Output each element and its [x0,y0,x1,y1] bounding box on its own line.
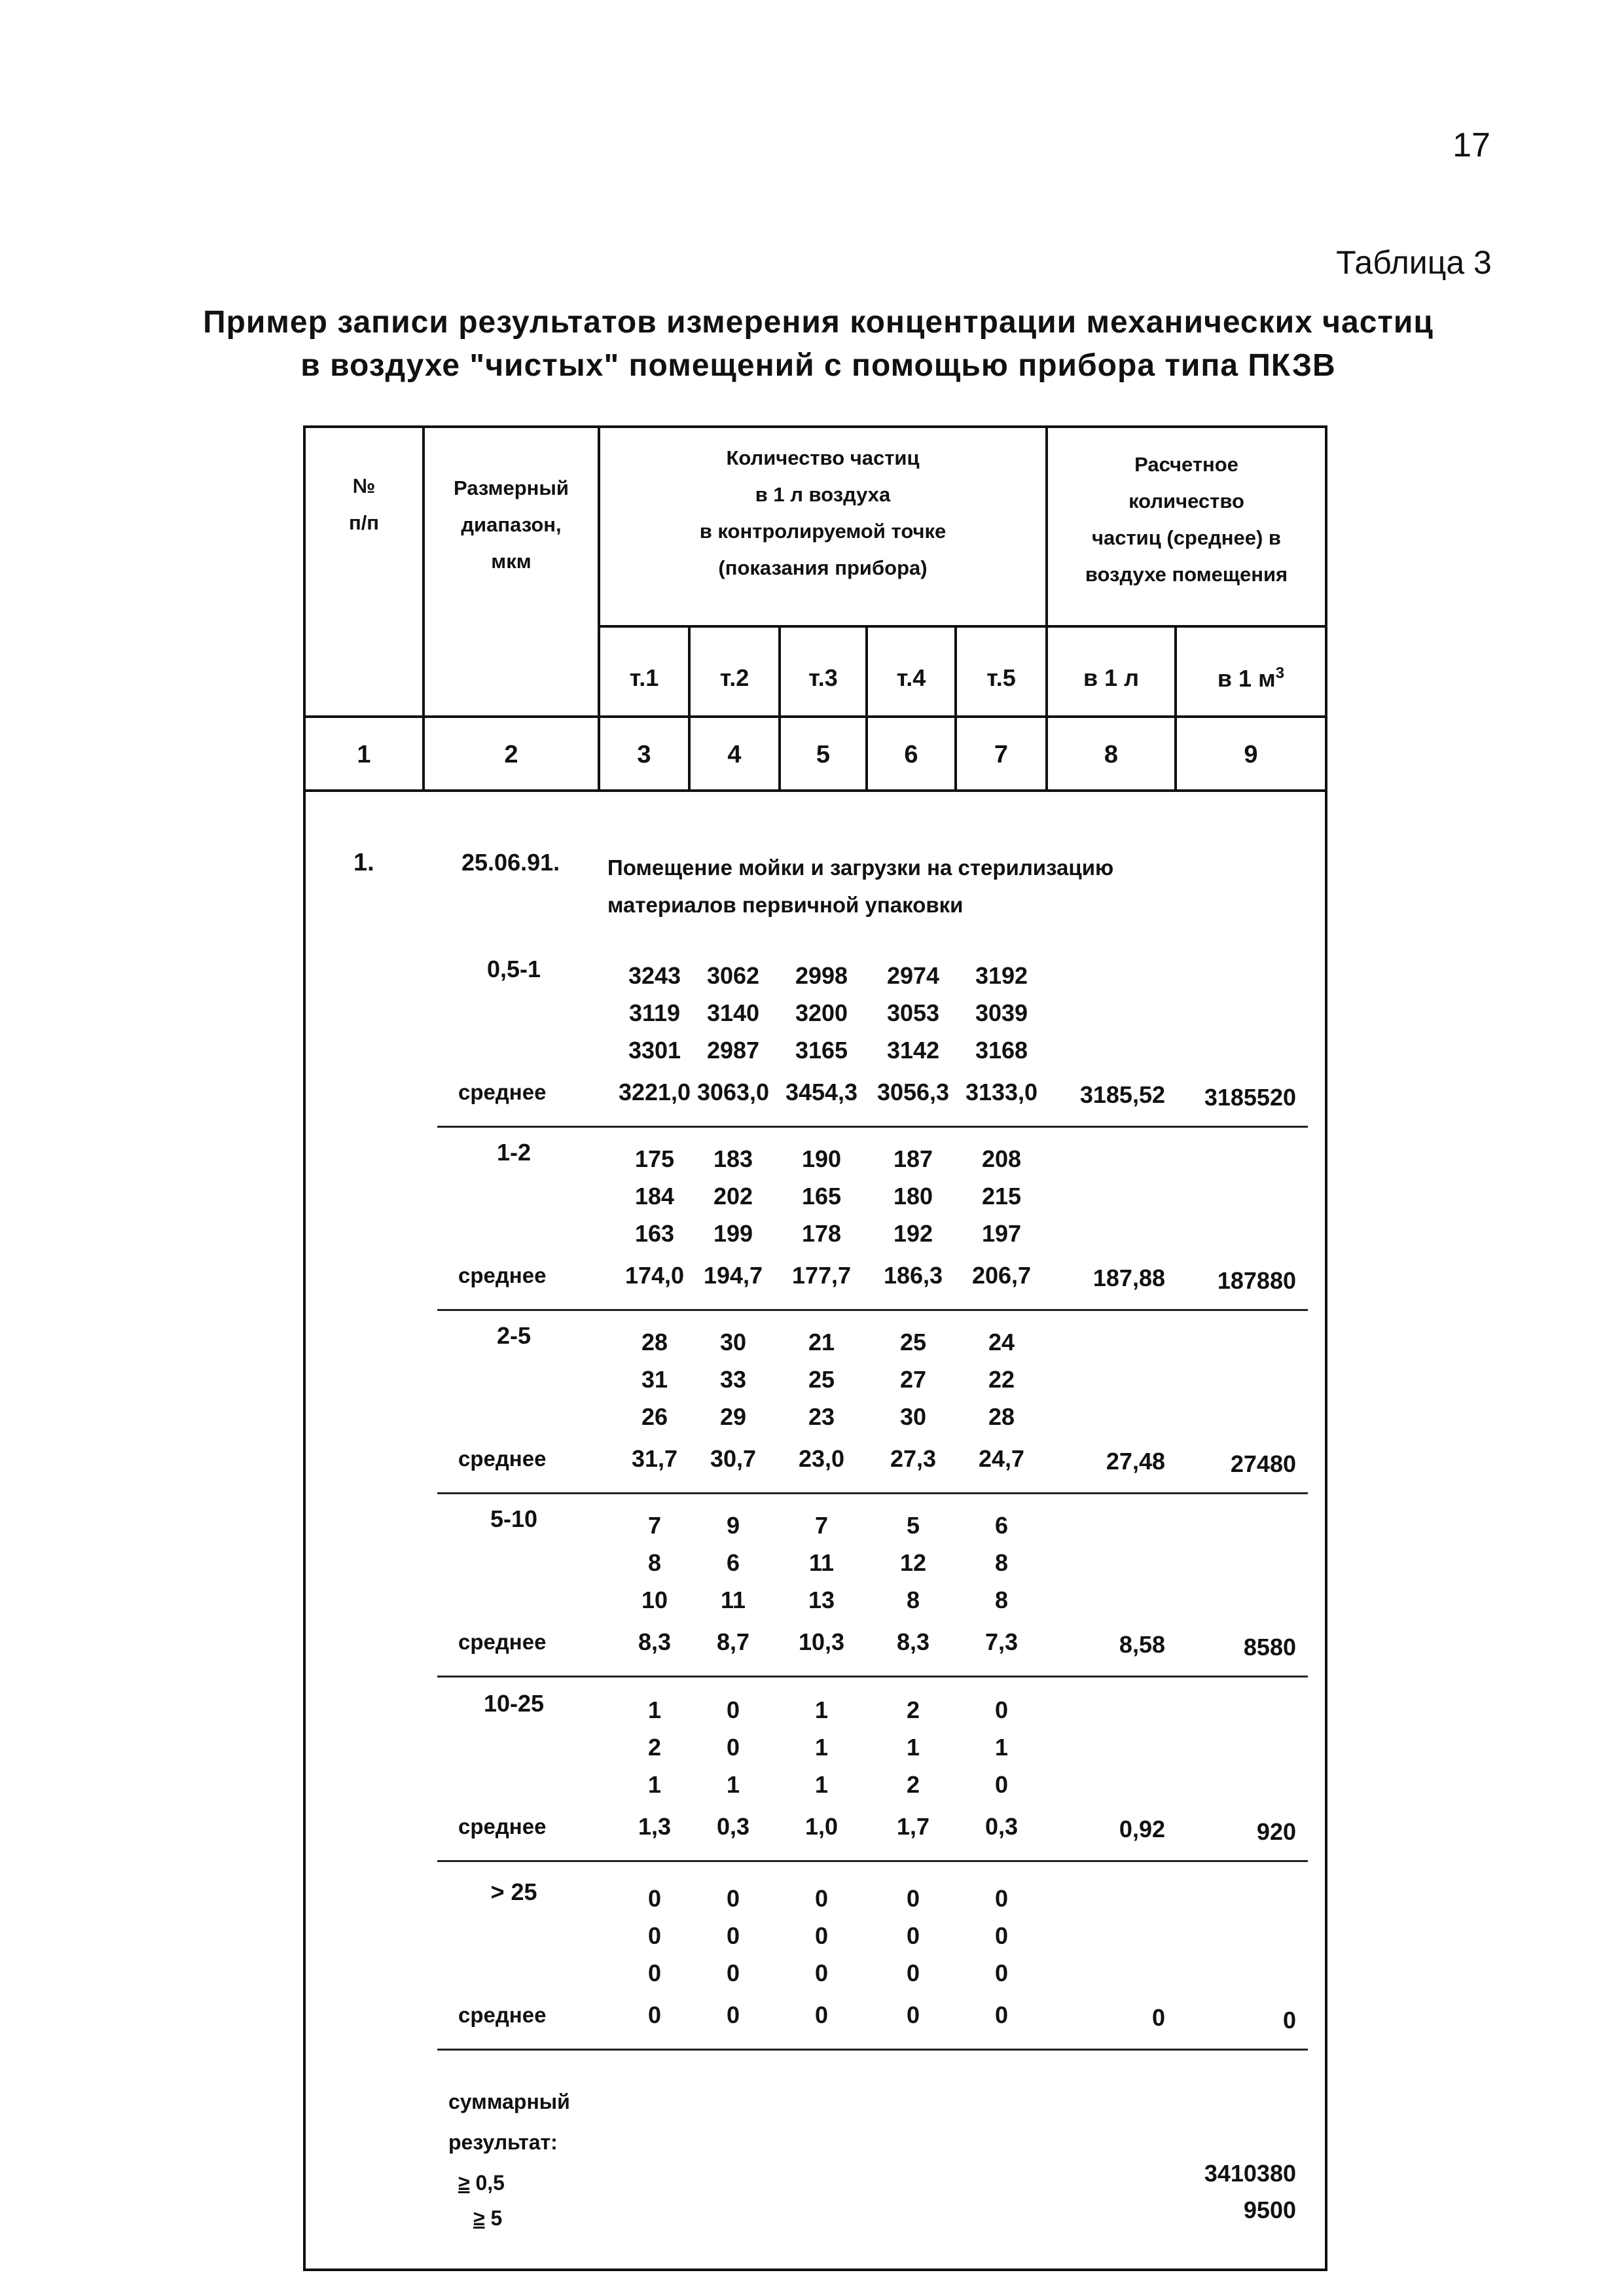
reading-value: 1 [994,1734,1009,1761]
average-value: 0 [906,2001,920,2028]
header-num [306,468,422,541]
average-label: среднее [458,2003,547,2027]
reading-value: 3053 [886,999,940,1026]
reading-value: 31 [641,1366,668,1393]
reading-value: 23 [808,1403,835,1430]
reading-value: 0 [647,1960,662,1986]
reading-value: 0 [906,1960,920,1986]
reading-value: 0 [994,1696,1009,1723]
reading-value: 8 [906,1587,920,1613]
column-number: 2 [504,741,518,768]
ge-symbol: ≥ [458,2171,470,2195]
reading-value: 0 [726,1734,740,1761]
reading-value: 187 [893,1145,933,1172]
room-name-line: Помещение мойки и загрузки на стерилизацию [607,855,1114,880]
reading-value: 8 [994,1587,1009,1613]
summary-ge5-value: 5 [490,2206,503,2230]
reading-value: 1 [814,1696,829,1723]
size-range: 0,5-1 [486,956,541,982]
group-divider [437,1309,1308,1311]
group-divider [437,2049,1308,2051]
reading-value: 0 [726,1922,740,1949]
average-value: 31,7 [631,1445,678,1472]
average-value: 1,3 [638,1813,672,1840]
reading-value: 3200 [795,999,848,1026]
per-liter-value: 3185,52 [1079,1081,1165,1108]
reading-value: 1 [814,1734,829,1761]
header-calc [1048,446,1325,593]
header-num-line: п/п [348,511,380,534]
group-divider [437,1492,1308,1494]
reading-value: 12 [899,1549,927,1576]
size-range: 10-25 [483,1690,545,1717]
summary-ge05-value: 0,5 [475,2171,505,2195]
reading-value: 3168 [975,1037,1028,1064]
average-value: 24,7 [978,1445,1025,1472]
reading-value: 21 [808,1329,835,1355]
reading-value: 1 [647,1771,662,1798]
reading-value: 0 [906,1885,920,1912]
header-rule [303,715,1327,718]
header-count-line: Количество частиц [726,446,920,469]
reading-value: 3062 [706,962,760,989]
per-liter-value: 8,58 [1119,1631,1165,1658]
reading-value: 215 [981,1183,1022,1210]
reading-value: 0 [994,1771,1009,1798]
reading-value: 30 [899,1403,927,1430]
reading-value: 33 [719,1366,747,1393]
reading-value: 22 [988,1366,1015,1393]
average-value: 0 [994,2001,1009,2028]
caption-line-2: в воздухе "чистых" помещений с помощью прибора типа ПКЗВ [300,348,1336,383]
reading-value: 3243 [628,962,681,989]
reading-value: 0 [726,1696,740,1723]
per-m3-value: 0 [1282,2007,1296,2034]
per-m3-value: 27480 [1230,1450,1296,1477]
reading-value: 6 [726,1549,740,1576]
reading-value: 9 [726,1512,740,1539]
reading-value: 0 [726,1885,740,1912]
header-calc-line: количество [1128,490,1244,512]
reading-value: 184 [634,1183,675,1210]
reading-value: 3301 [628,1037,681,1064]
average-value: 0 [814,2001,829,2028]
average-label: среднее [458,1263,547,1287]
reading-value: 3119 [628,999,681,1026]
reading-value: 27 [899,1366,927,1393]
average-value: 174,0 [624,1262,685,1289]
reading-value: 202 [713,1183,753,1210]
reading-value: 208 [981,1145,1022,1172]
reading-value: 30 [719,1329,747,1355]
point-header: т.1 [629,664,659,691]
entry-number: 1. [353,849,374,876]
reading-value: 28 [988,1403,1015,1430]
column-number: 9 [1244,741,1258,768]
average-value: 8,3 [896,1628,930,1655]
average-label: среднее [458,1080,547,1104]
reading-value: 25 [899,1329,927,1355]
header-count [600,440,1045,586]
average-label: среднее [458,1814,547,1839]
size-range: 1-2 [496,1139,532,1166]
reading-value: 0 [994,1885,1009,1912]
entry-date: 25.06.91. [461,849,560,876]
point-header: т.2 [719,664,749,691]
average-value: 0,3 [716,1813,750,1840]
size-range: 2-5 [496,1322,532,1349]
calc-per-liter-header: в 1 л [1083,664,1140,691]
average-value: 0 [726,2001,740,2028]
reading-value: 0 [814,1960,829,1986]
reading-value: 3165 [795,1037,848,1064]
reading-value: 3142 [886,1037,940,1064]
reading-value: 1 [726,1771,740,1798]
reading-value: 163 [634,1220,675,1247]
average-label: среднее [458,1446,547,1471]
reading-value: 0 [726,1960,740,1986]
group-divider [437,1676,1308,1677]
reading-value: 25 [808,1366,835,1393]
average-value: 8,3 [638,1628,672,1655]
reading-value: 192 [893,1220,933,1247]
header-num-line: № [352,475,376,497]
reading-value: 7 [647,1512,662,1539]
summary-ge05 [448,2162,570,2203]
column-number: 4 [727,741,742,768]
reading-value: 180 [893,1183,933,1210]
reading-value: 13 [808,1587,835,1613]
reading-value: 2974 [886,962,940,989]
header-count-line: (показания прибора) [718,556,928,579]
reading-value: 8 [647,1549,662,1576]
reading-value: 24 [988,1329,1015,1355]
header-range [425,470,598,580]
header-calc-line: Расчетное [1134,453,1238,476]
average-value: 27,3 [890,1445,937,1472]
per-liter-value: 187,88 [1092,1265,1165,1291]
per-m3-value: 3185520 [1204,1084,1296,1111]
summary-label: суммарный [448,2090,570,2113]
reading-value: 6 [994,1512,1009,1539]
reading-value: 2987 [706,1037,760,1064]
per-m3-value: 8580 [1243,1634,1296,1660]
calc-per-m3-header [1177,664,1325,692]
per-liter-value: 27,48 [1106,1448,1165,1475]
reading-value: 7 [814,1512,829,1539]
reading-value: 29 [719,1403,747,1430]
header-range-line: мкм [491,550,532,573]
reading-value: 11 [808,1549,835,1576]
per-liter-value: 0,92 [1119,1816,1165,1842]
per-liter-value: 0 [1151,2004,1165,2031]
column-number: 3 [637,741,651,768]
group-divider [437,1860,1308,1862]
per-m3-value: 920 [1256,1818,1296,1845]
reading-value: 190 [801,1145,842,1172]
average-value: 1,0 [804,1813,839,1840]
room-name [607,849,1262,924]
average-value: 177,7 [791,1262,852,1289]
reading-value: 0 [994,1960,1009,1986]
table-caption [190,301,1447,387]
reading-value: 8 [994,1549,1009,1576]
reading-value: 165 [801,1183,842,1210]
reading-value: 175 [634,1145,675,1172]
header-rule [598,625,1327,628]
reading-value: 199 [713,1220,753,1247]
summary-total-ge5: 9500 [1243,2197,1296,2223]
average-value: 3133,0 [965,1079,1038,1105]
average-value: 186,3 [883,1262,943,1289]
column-number: 8 [1104,741,1119,768]
summary-label: результат: [448,2130,558,2154]
reading-value: 2 [647,1734,662,1761]
header-calc-line: воздухе помещения [1085,563,1288,586]
average-value: 3056,3 [876,1079,950,1105]
table-label: Таблица 3 [1336,244,1492,281]
average-value: 0 [647,2001,662,2028]
column-number: 7 [994,741,1009,768]
point-header: т.5 [986,664,1016,691]
reading-value: 3140 [706,999,760,1026]
reading-value: 1 [906,1734,920,1761]
reading-value: 183 [713,1145,753,1172]
point-header: т.3 [808,664,838,691]
reading-value: 10 [641,1587,668,1613]
summary-block [448,2081,570,2238]
reading-value: 1 [814,1771,829,1798]
header-count-line: в 1 л воздуха [755,483,891,506]
reading-value: 197 [981,1220,1022,1247]
reading-value: 0 [647,1885,662,1912]
average-value: 7,3 [984,1628,1019,1655]
reading-value: 5 [906,1512,920,1539]
reading-value: 0 [906,1922,920,1949]
reading-value: 28 [641,1329,668,1355]
reading-value: 0 [814,1885,829,1912]
point-header: т.4 [896,664,926,691]
average-value: 194,7 [703,1262,763,1289]
column-number: 6 [904,741,918,768]
column-number: 5 [816,741,831,768]
average-value: 3063,0 [696,1079,770,1105]
caption-line-1: Пример записи результатов измерения концентрации механических частиц [203,305,1434,340]
reading-value: 26 [641,1403,668,1430]
average-value: 206,7 [971,1262,1032,1289]
reading-value: 11 [720,1587,746,1613]
average-value: 3454,3 [785,1079,858,1105]
reading-value: 2998 [795,962,848,989]
column-number: 1 [357,741,371,768]
average-value: 3221,0 [618,1079,691,1105]
header-calc-line: частиц (среднее) в [1091,526,1281,549]
size-range: 5-10 [490,1505,538,1532]
summary-ge5 [448,2198,570,2238]
ge-symbol: ≥ [473,2206,485,2230]
reading-value: 2 [906,1771,920,1798]
average-label: среднее [458,1630,547,1654]
average-value: 0,3 [984,1813,1019,1840]
header-range-line: диапазон, [461,513,562,536]
reading-value: 3039 [975,999,1028,1026]
average-value: 8,7 [716,1628,750,1655]
reading-value: 2 [906,1696,920,1723]
calc-per-m3-sup: 3 [1275,664,1285,682]
average-value: 10,3 [798,1628,845,1655]
summary-total-ge05: 3410380 [1204,2160,1296,2187]
average-value: 23,0 [798,1445,845,1472]
header-count-line: в контролируемой точке [699,520,947,543]
average-value: 1,7 [896,1813,930,1840]
page-number: 17 [1453,126,1490,164]
reading-value: 0 [994,1922,1009,1949]
reading-value: 1 [647,1696,662,1723]
average-value: 30,7 [710,1445,757,1472]
reading-value: 0 [814,1922,829,1949]
size-range: > 25 [490,1878,537,1905]
header-rule [303,789,1327,792]
reading-value: 0 [647,1922,662,1949]
reading-value: 178 [801,1220,842,1247]
calc-per-m3-text: в 1 м [1217,665,1276,692]
room-name-line: материалов первичной упаковки [607,893,964,917]
per-m3-value: 187880 [1217,1267,1296,1294]
header-range-line: Размерный [454,476,569,499]
reading-value: 3192 [975,962,1028,989]
group-divider [437,1126,1308,1128]
